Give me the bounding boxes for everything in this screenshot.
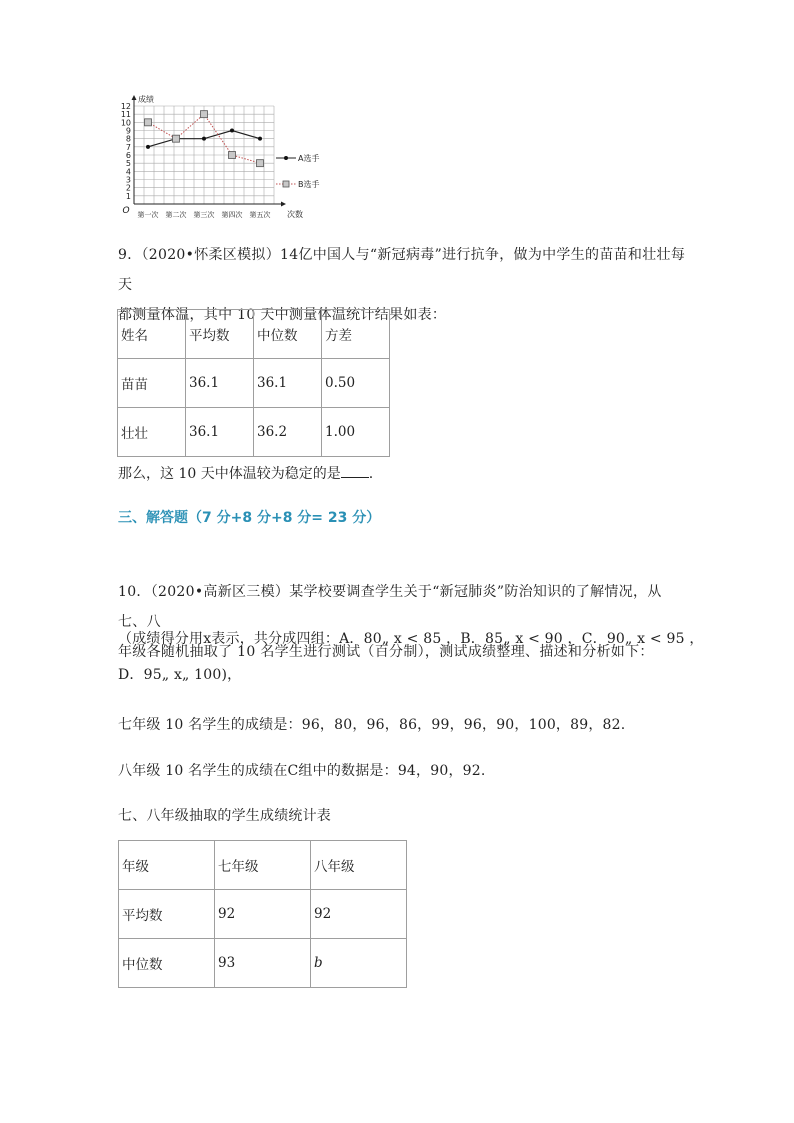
q9-question [118,463,373,483]
q9-line2: 都测量体温，其中 10 天中测量体温统计结果如表： [118,307,447,323]
legend-marker [283,181,289,187]
x-tick-label: 第五次 [249,211,271,219]
table-cell: 中位数 [254,310,322,359]
data-point [230,129,234,133]
table-cell: 中位数 [119,939,215,988]
table-cell: 八年级 [311,841,407,890]
data-point [202,137,206,141]
y-tick-label: 2 [125,183,131,193]
data-point [145,119,152,126]
legend-label: A选手 [298,154,320,163]
q9-question-end: . [368,466,374,482]
data-point [229,152,236,159]
table-cell: 0.50 [322,359,390,408]
table-cell: 平均数 [186,310,254,359]
data-point [257,160,264,167]
q10-line2: 年级各随机抽取了 10 名学生进行测试（百分制），测试成绩整理、描述和分析如下： [118,644,654,660]
table-cell: 36.1 [254,359,322,408]
y-tick-label: 11 [120,110,131,120]
y-tick-label: 5 [125,159,131,169]
legend-label: B选手 [298,180,320,189]
q10-line1: 10．（2020•高新区三模）某学校要调查学生关于“新冠肺炎”防治知识的了解情况，从七、八 [118,584,662,630]
table-cell: 36.1 [186,359,254,408]
table-cell: b [311,939,407,988]
table-row [118,359,390,408]
x-axis-arrow [281,202,286,207]
groups-line-1: （成绩得分用x表示，共分成四组：A．80„ x < 85 ，B．85„ x < 90 ，C．90„ x < 95 ， [118,631,704,647]
table-cell: 方差 [322,310,390,359]
y-tick-label: 8 [125,134,131,144]
grade-stats-table [118,840,407,988]
x-tick-label: 第四次 [221,211,243,219]
table-row [119,890,407,939]
legend-marker [284,156,288,160]
table-cell: 平均数 [119,890,215,939]
y-tick-label: 10 [120,118,131,128]
table-cell: 七年级 [215,841,311,890]
x-tick-label: 第一次 [137,211,159,219]
x-tick-label: 第二次 [165,211,187,219]
answer-blank[interactable] [341,465,369,478]
y-tick-label: 1 [125,191,131,201]
x-axis-label: 次数 [287,210,303,219]
data-point [173,135,180,142]
y-tick-label: 4 [125,167,131,177]
table-cell: 1.00 [322,408,390,457]
grade7-scores: 七年级 10 名学生的成绩是：96，80，96，86，99，96，90，100，89，82. [118,717,626,733]
table-cell: 年级 [119,841,215,890]
groups-line-2: D．95„ x„ 100)， [118,667,242,683]
table-cell: 93 [215,939,311,988]
section-heading: 三、解答题（7 分+8 分+8 分= 23 分） [118,510,381,526]
table-cell: 壮壮 [118,408,186,457]
origin-label: O [122,206,130,216]
y-tick-label: 12 [120,102,131,111]
y-tick-label: 6 [125,151,131,160]
table-cell: 苗苗 [118,359,186,408]
data-point [201,111,208,118]
table-title: 七、八年级抽取的学生成绩统计表 [118,808,331,824]
score-line-chart [112,92,352,224]
table-header-row [118,310,390,359]
y-axis-label: 成绩 [138,95,154,104]
table-header-row [119,841,407,890]
grade8-scores: 八年级 10 名学生的成绩在C组中的数据是：94，90，92. [118,763,486,779]
temperature-stats-table [117,309,390,457]
table-cell: 36.1 [186,408,254,457]
y-tick-label: 3 [125,175,131,185]
y-tick-label: 9 [125,126,131,136]
y-tick-label: 7 [125,142,131,152]
table-row [119,939,407,988]
chart-svg [112,92,352,224]
table-row [118,408,390,457]
data-point [258,137,262,141]
q9-question-text: 那么，这 10 天中体温较为稳定的是 [118,466,341,482]
question-10-text [118,577,688,667]
table-cell: 姓名 [118,310,186,359]
table-cell: 36.2 [254,408,322,457]
data-point [146,145,150,149]
table-cell: 92 [311,890,407,939]
x-tick-label: 第三次 [193,211,215,219]
q9-line1: 9．（2020•怀柔区模拟）14亿中国人与“新冠病毒”进行抗争，做为中学生的苗苗和壮壮每天 [118,247,686,293]
table-cell: 92 [215,890,311,939]
y-axis-arrow [132,95,137,100]
